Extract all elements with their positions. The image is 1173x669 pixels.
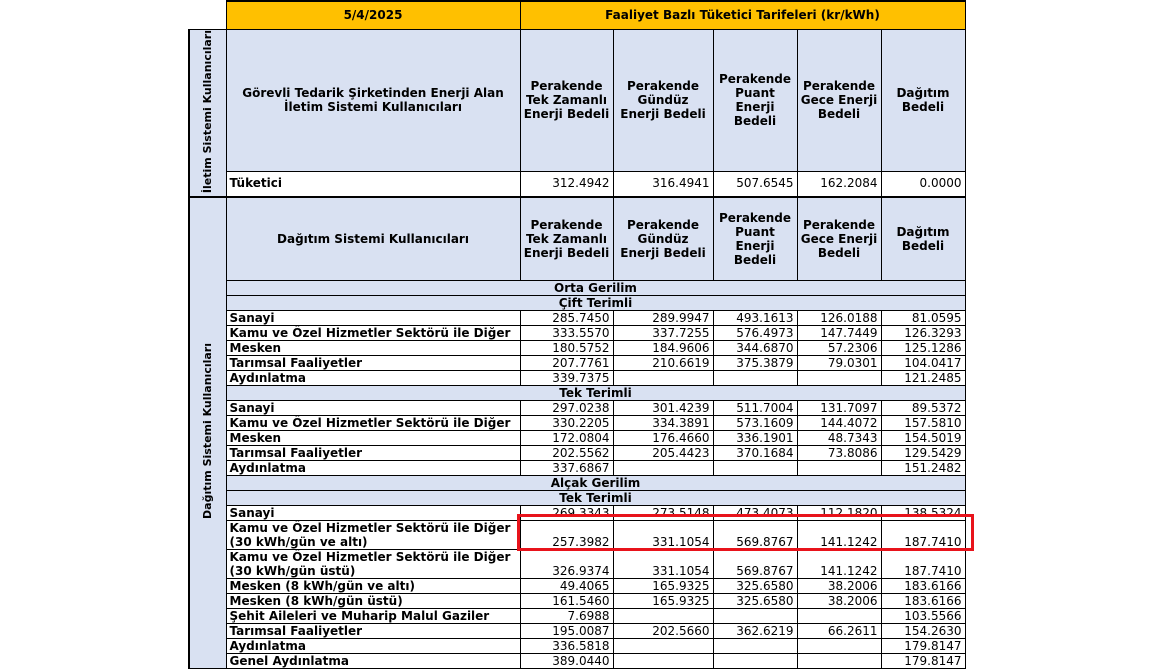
row-label: Mesken (8 kWh/gün ve altı) [226,579,520,594]
value-cell: 179.8147 [881,639,965,654]
section-tek-terimli: Tek Terimli [226,386,965,401]
value-cell: 569.8767 [713,521,797,550]
value-cell: 0.0000 [881,172,965,197]
value-cell: 331.1054 [613,521,713,550]
value-cell [797,371,881,386]
value-cell: 48.7343 [797,431,881,446]
column-header: Dağıtım Bedeli [881,29,965,172]
value-cell: 154.5019 [881,431,965,446]
dagitim-side-text: Dağıtım Sistemi Kullanıcıları [200,343,214,520]
value-cell: 325.6580 [713,579,797,594]
table-row [189,326,965,341]
value-cell: 81.0595 [881,311,965,326]
value-cell: 147.7449 [797,326,881,341]
value-cell: 187.7410 [881,550,965,579]
table-row [189,624,965,639]
value-cell: 157.5810 [881,416,965,431]
row-label: Genel Aydınlatma [226,654,520,669]
row-label: Aydınlatma [226,461,520,476]
value-cell [613,371,713,386]
value-cell [713,639,797,654]
value-cell: 205.4423 [613,446,713,461]
value-cell: 202.5660 [613,624,713,639]
corner-blank [189,1,226,29]
value-cell: 154.2630 [881,624,965,639]
value-cell: 183.6166 [881,579,965,594]
row-label: Sanayi [226,506,520,521]
date-header: 5/4/2025 [226,1,520,29]
value-cell: 131.7097 [797,401,881,416]
table-row [189,476,965,491]
value-cell [713,461,797,476]
table-row [189,281,965,296]
value-cell: 104.0417 [881,356,965,371]
iletim-side-text: İletim Sistemi Kullanıcıları [200,29,214,193]
value-cell: 269.3343 [520,506,613,521]
dagitim-side-label [189,197,226,669]
value-cell [613,639,713,654]
value-cell: 73.8086 [797,446,881,461]
value-cell: 507.6545 [713,172,797,197]
value-cell: 325.6580 [713,594,797,609]
table-row [189,550,965,579]
table-row [189,431,965,446]
table-row [189,1,965,29]
table-row [189,172,965,197]
value-cell: 257.3982 [520,521,613,550]
value-cell: 333.5570 [520,326,613,341]
row-label: Kamu ve Özel Hizmetler Sektörü ile Diğer (30 kWh/gün üstü) [226,550,520,579]
value-cell: 330.2205 [520,416,613,431]
value-cell [713,609,797,624]
column-header: Perakende Puant Enerji Bedeli [713,197,797,281]
row-label: Kamu ve Özel Hizmetler Sektörü ile Diğer [226,416,520,431]
value-cell: 362.6219 [713,624,797,639]
section-alcak-tek-terimli: Tek Terimli [226,491,965,506]
table-row [189,654,965,669]
row-label: Sanayi [226,311,520,326]
row-label: Mesken [226,341,520,356]
value-cell: 66.2611 [797,624,881,639]
value-cell: 569.8767 [713,550,797,579]
value-cell: 126.0188 [797,311,881,326]
iletim-side-label [189,29,226,197]
column-header: Dağıtım Bedeli [881,197,965,281]
table-row [189,296,965,311]
value-cell: 121.2485 [881,371,965,386]
value-cell: 89.5372 [881,401,965,416]
table-row [189,29,965,172]
value-cell [797,461,881,476]
value-cell: 183.6166 [881,594,965,609]
row-label: Kamu ve Özel Hizmetler Sektörü ile Diğer (30 kWh/gün ve altı) [226,521,520,550]
column-header: Perakende Tek Zamanlı Enerji Bedeli [520,29,613,172]
value-cell: 79.0301 [797,356,881,371]
value-cell [797,639,881,654]
table-row [189,609,965,624]
section-orta-gerilim: Orta Gerilim [226,281,965,296]
table-row [189,311,965,326]
value-cell: 38.2006 [797,594,881,609]
table-row [189,197,965,281]
value-cell: 511.7004 [713,401,797,416]
value-cell: 336.1901 [713,431,797,446]
value-cell: 207.7761 [520,356,613,371]
value-cell: 161.5460 [520,594,613,609]
row-label: Aydınlatma [226,639,520,654]
value-cell: 187.7410 [881,521,965,550]
table-row [189,386,965,401]
value-cell: 176.4660 [613,431,713,446]
value-cell: 573.1609 [713,416,797,431]
table-row [189,521,965,550]
value-cell: 103.5566 [881,609,965,624]
value-cell: 375.3879 [713,356,797,371]
row-label: Şehit Aileleri ve Muharip Malul Gaziler [226,609,520,624]
tariff-title: Faaliyet Bazlı Tüketici Tarifeleri (kr/kWh) [520,1,965,29]
value-cell: 316.4941 [613,172,713,197]
row-label: Mesken (8 kWh/gün üstü) [226,594,520,609]
value-cell: 336.5818 [520,639,613,654]
row-label: Tarımsal Faaliyetler [226,624,520,639]
tariff-table [188,0,966,669]
table-row [189,461,965,476]
column-header: Perakende Gündüz Enerji Bedeli [613,29,713,172]
row-label: Mesken [226,431,520,446]
row-label: Tarımsal Faaliyetler [226,356,520,371]
table-row [189,506,965,521]
value-cell: 7.6988 [520,609,613,624]
value-cell: 337.7255 [613,326,713,341]
section-cift-terimli: Çift Terimli [226,296,965,311]
value-cell: 138.5324 [881,506,965,521]
column-header: Perakende Tek Zamanlı Enerji Bedeli [520,197,613,281]
value-cell: 184.9606 [613,341,713,356]
value-cell: 370.1684 [713,446,797,461]
value-cell: 331.1054 [613,550,713,579]
column-header: Perakende Gündüz Enerji Bedeli [613,197,713,281]
table-row [189,491,965,506]
table-row [189,639,965,654]
value-cell [613,461,713,476]
table-row [189,446,965,461]
table-row [189,341,965,356]
value-cell: 129.5429 [881,446,965,461]
value-cell: 144.4072 [797,416,881,431]
tariff-sheet [188,0,966,669]
value-cell [797,654,881,669]
value-cell [797,609,881,624]
value-cell: 576.4973 [713,326,797,341]
value-cell [613,654,713,669]
value-cell: 180.5752 [520,341,613,356]
row-label: Tarımsal Faaliyetler [226,446,520,461]
value-cell: 195.0087 [520,624,613,639]
table-row [189,594,965,609]
value-cell: 289.9947 [613,311,713,326]
tariff-table-body [189,1,965,669]
value-cell: 141.1242 [797,521,881,550]
value-cell: 389.0440 [520,654,613,669]
row-label: Sanayi [226,401,520,416]
value-cell: 112.1820 [797,506,881,521]
value-cell: 165.9325 [613,594,713,609]
value-cell [613,609,713,624]
row-label: Kamu ve Özel Hizmetler Sektörü ile Diğer [226,326,520,341]
column-header: Perakende Gece Enerji Bedeli [797,29,881,172]
table-row [189,356,965,371]
value-cell: 337.6867 [520,461,613,476]
value-cell: 339.7375 [520,371,613,386]
table-row [189,579,965,594]
table-row [189,416,965,431]
value-cell: 126.3293 [881,326,965,341]
value-cell: 38.2006 [797,579,881,594]
value-cell: 297.0238 [520,401,613,416]
value-cell: 165.9325 [613,579,713,594]
row-label: Tüketici [226,172,520,197]
value-cell: 210.6619 [613,356,713,371]
value-cell: 141.1242 [797,550,881,579]
value-cell: 202.5562 [520,446,613,461]
value-cell: 57.2306 [797,341,881,356]
table-row [189,371,965,386]
dagitim-header-label: Dağıtım Sistemi Kullanıcıları [226,197,520,281]
value-cell: 493.1613 [713,311,797,326]
row-label: Aydınlatma [226,371,520,386]
value-cell: 49.4065 [520,579,613,594]
column-header: Perakende Gece Enerji Bedeli [797,197,881,281]
value-cell: 301.4239 [613,401,713,416]
value-cell: 125.1286 [881,341,965,356]
value-cell: 312.4942 [520,172,613,197]
value-cell [713,371,797,386]
value-cell: 151.2482 [881,461,965,476]
value-cell: 344.6870 [713,341,797,356]
value-cell: 162.2084 [797,172,881,197]
section-alcak-gerilim: Alçak Gerilim [226,476,965,491]
value-cell: 334.3891 [613,416,713,431]
value-cell: 179.8147 [881,654,965,669]
value-cell [713,654,797,669]
iletim-header-label: Görevli Tedarik Şirketinden Enerji Alan İletim Sistemi Kullanıcıları [226,29,520,172]
value-cell: 285.7450 [520,311,613,326]
value-cell: 273.5148 [613,506,713,521]
column-header: Perakende Puant Enerji Bedeli [713,29,797,172]
value-cell: 473.4073 [713,506,797,521]
table-row [189,401,965,416]
value-cell: 326.9374 [520,550,613,579]
value-cell: 172.0804 [520,431,613,446]
